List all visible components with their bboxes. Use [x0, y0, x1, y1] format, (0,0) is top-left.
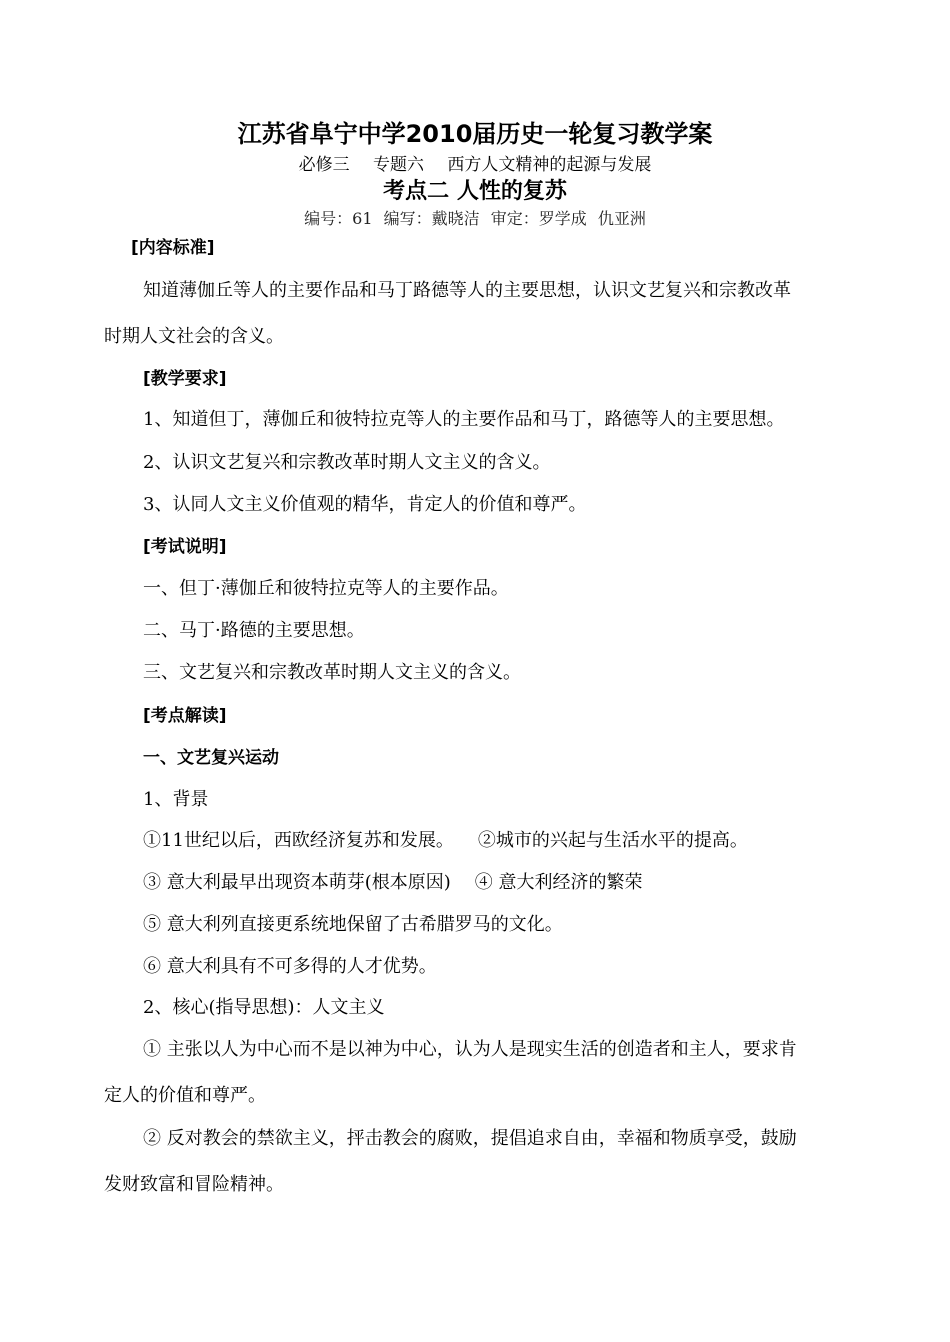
meta-reviewer-2: 仇亚洲 [597, 209, 646, 228]
section-heading-interpretation: [考点解读] [143, 706, 227, 726]
document-meta [0, 206, 950, 229]
subtitle-volume: 必修三 [298, 155, 350, 175]
requirement-item: 1、知道但丁，薄伽丘和彼特拉克等人的主要作品和马丁，路德等人的主要思想。 [143, 409, 785, 430]
background-heading: 1、背景 [143, 789, 209, 810]
background-item: ④ 意大利经济的繁荣 [474, 872, 643, 893]
section-heading-content-standard: [内容标准] [131, 238, 215, 258]
topic-heading: 考点二 人性的复苏 [383, 179, 567, 204]
meta-reviewer: 审定：罗学成 [490, 209, 587, 228]
core-item-line: 发财致富和冒险精神。 [104, 1174, 284, 1195]
section-heading-teaching-requirements: [教学要求] [143, 369, 227, 389]
background-item: ⑤ 意大利列直接更系统地保留了古希腊罗马的文化。 [143, 914, 563, 935]
meta-author: 编写：戴晓洁 [383, 209, 480, 228]
background-item: ②城市的兴起与生活水平的提高。 [477, 830, 748, 851]
core-item-line: ② 反对教会的禁欲主义，抨击教会的腐败，提倡追求自由，幸福和物质享受，鼓励 [143, 1128, 797, 1149]
section-heading-exam-notes: [考试说明] [143, 537, 227, 557]
exam-note-item: 一、但丁·薄伽丘和彼特拉克等人的主要作品。 [143, 578, 509, 599]
subsection-renaissance: 一、文艺复兴运动 [143, 748, 279, 768]
background-line-2 [0, 868, 950, 894]
subtitle-unit: 专题六 [373, 155, 424, 175]
subtitle-theme: 西方人文精神的起源与发展 [447, 155, 652, 175]
background-line-1 [0, 826, 950, 852]
core-item-line: ① 主张以人为中心而不是以神为中心，认为人是现实生活的创造者和主人，要求肯 [143, 1039, 797, 1060]
requirement-item: 3、认同人文主义价值观的精华，肯定人的价值和尊严。 [143, 494, 587, 515]
meta-number: 编号：61 [304, 209, 373, 228]
requirement-item: 2、认识文艺复兴和宗教改革时期人文主义的含义。 [143, 452, 551, 473]
exam-note-item: 二、马丁·路德的主要思想。 [143, 620, 365, 641]
background-item: ①11世纪以后，西欧经济复苏和发展。 [143, 830, 454, 851]
exam-note-item: 三、文艺复兴和宗教改革时期人文主义的含义。 [143, 662, 521, 683]
content-standard-line-2: 时期人文社会的含义。 [104, 326, 284, 347]
document-title: 江苏省阜宁中学2010届历史一轮复习教学案 [237, 120, 713, 148]
content-standard-line-1: 知道薄伽丘等人的主要作品和马丁路德等人的主要思想，认识文艺复兴和宗教改革 [143, 280, 791, 301]
background-item: ⑥ 意大利具有不可多得的人才优势。 [143, 956, 437, 977]
core-heading: 2、核心(指导思想)：人文主义 [143, 997, 385, 1018]
core-item-line: 定人的价值和尊严。 [104, 1085, 266, 1106]
document-subtitle [0, 150, 950, 175]
background-item: ③ 意大利最早出现资本萌芽(根本原因) [143, 872, 451, 893]
